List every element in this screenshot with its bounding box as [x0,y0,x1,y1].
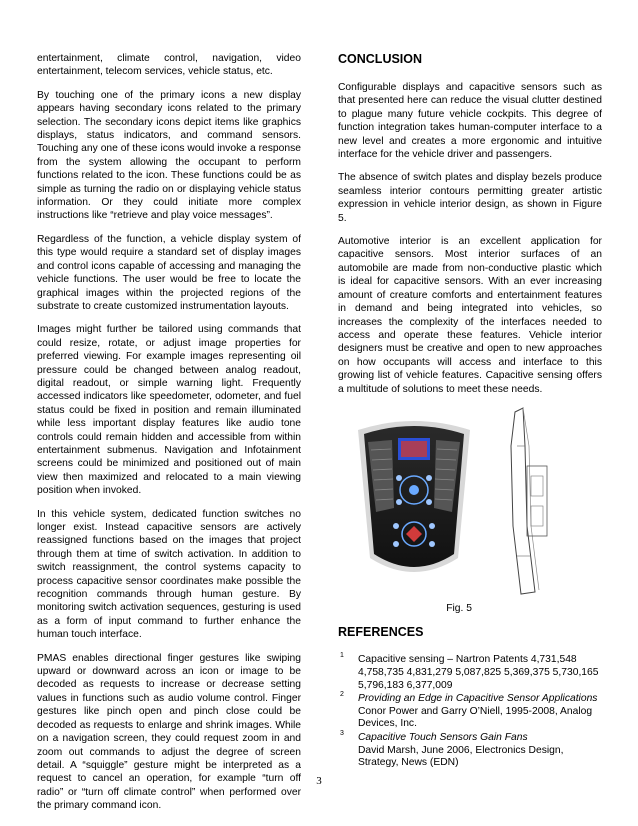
right-column [338,52,602,771]
paragraph: Images might further be tailored using commands that could resize, rotate, or adjust image properties for preferred viewing. For example images representing oil pressure could be changed between analog readout, digital readout, or simple warning light. Frequently accessed indicators like speedometer, odometer, and fuel status could be fixed in position and remain illuminated while less important display features like audio tone controls could remain hidden and accessible from within entertainment submenus. Navigation and Infotainment screens could be minimized and positioned out of main view then maximized and relocated to a main viewing position when invoked. [37,324,301,497]
paragraph: By touching one of the primary icons a new display appears having secondary icons related to the primary selection. The secondary icons depict items like graphics displays, status indicators, and command sensors. Touching any one of these icons would invoke a response from the system allowing the occupant to perform functions related to the icon. These functions could be as simple as turning the radio on or displaying vehicle status information. Or they could initiate more complex instructions like “retrieve and play voice messages”. [37,89,301,222]
left-column [37,52,301,823]
paragraph: Configurable displays and capacitive sensors such as that presented here can reduce the visual clutter destined to plague many future vehicle cockpits. This degree of function integration takes human-computer interface to a new level and creates a more ergonomic and intuitive interface for the vehicle driver and passengers. [338,82,602,161]
page-number: 3 [316,775,322,787]
references-list [338,654,602,769]
console-side-view-image [505,406,555,596]
paragraph: In this vehicle system, dedicated function switches no longer exist. Instead capacitive sensors are actively reassigned functions based on the images that project through them at time of switch activation. In addition to switch reassignment, the control systems capacity to process capacitive sensor coordinates make possible the recognition commands through human gesture. By monitoring switch activation sequences, gesturing is used as a form of input command to further enhance the human touch interface. [37,508,301,641]
reference-item: 2 Providing an Edge in Capacitive Sensor Applications Conor Power and Garry O’Niell, 1995-2008, Analog Devices, Inc. [340,691,598,730]
dashboard-console-image [354,408,474,593]
paragraph: entertainment, climate control, navigation, video entertainment, telecom services, vehicle status, etc. [37,53,301,78]
paragraph: Automotive interior is an excellent application for capacitive sensors. Most interior surfaces of an automobile are made from non-conductive plastic which is ideal for capacitive sensors. With an ever increasing amount of creature comforts and entertainment features in demand and being integrated into vehicles, so increases the complexity of the interfaces needed to access and operate these features. Vehicle interior designers must be creative and open to new approaches on how occupants will access and interface to this growing list of vehicle features. Capacitive sensing offers a multitude of solutions to meet these needs. [338,236,602,395]
paragraph: PMAS enables directional finger gestures like swiping upward or downward across an icon or image to be decoded as requests to increase or decrease setting values in functions such as audio volume control. Finger gestures like pinch open and pinch close could be decoded as requests to enlarge and shrink images. While on a navigation screen, they could request zoom in and zoom out commands to adjust the degree of screen detail. A “squiggle” gesture might be interpreted as a request to cancel an operation, for example “turn off radio” or “turn off climate control” when performed over the primary command icon. [37,652,301,812]
paragraph: Regardless of the function, a vehicle display system of this type would require a standard set of display images and control icons capable of accessing and managing the vehicle functions. The user would be free to locate the graphical images within the projected regions of the substrate to create customized instrumentation layouts. [37,233,301,312]
references-heading: REFERENCES [338,625,424,640]
reference-item: 1 Capacitive sensing – Nartron Patents 4,731,548 4,758,735 4,831,279 5,087,825 5,369,375 5,730,165 5,796,183 6,377,009 [340,652,599,691]
reference-item: 3 Capacitive Touch Sensors Gain Fans David Marsh, June 2006, Electronics Design, Strategy, News (EDN) [340,729,564,769]
figure-caption: Fig. 5 [446,602,472,614]
conclusion-heading: CONCLUSION [338,52,423,66]
figure-5 [338,406,602,596]
paragraph: The absence of switch plates and display bezels produce seamless interior contours permitting greater artistic expression in vehicle interior design, as shown in Figure 5. [338,172,602,224]
